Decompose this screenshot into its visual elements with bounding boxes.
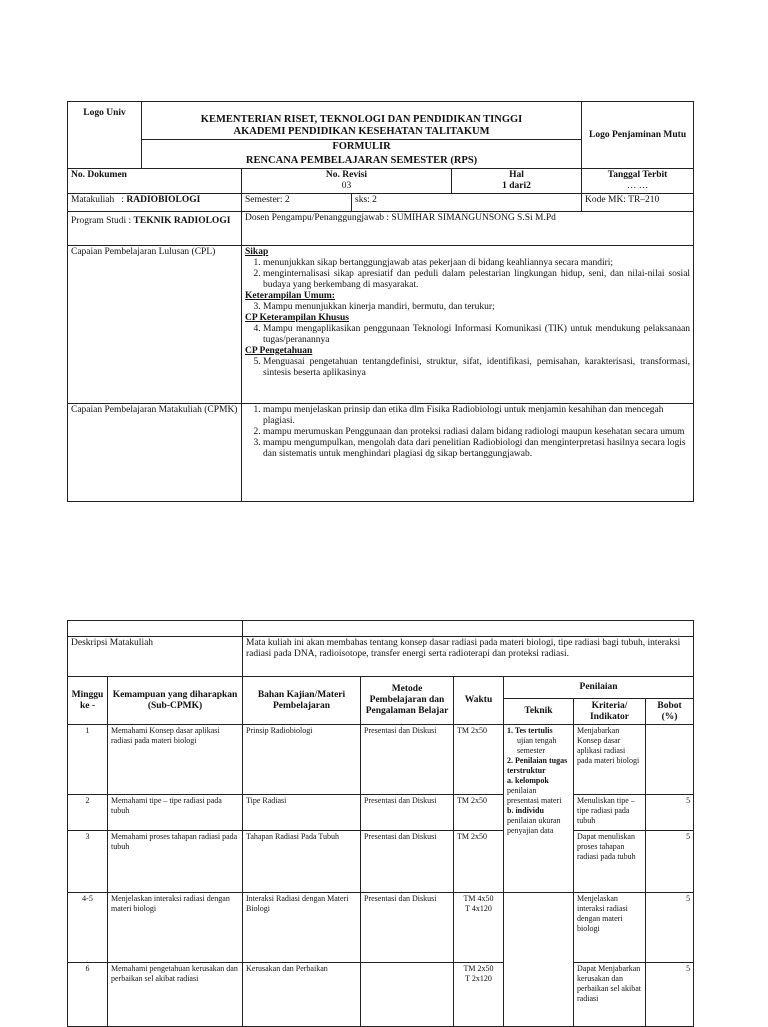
list-item: 1. menunjukkan sikap bertanggungjawab atas pekerjaan di bidang keahliannya secara mandiri; bbox=[263, 258, 690, 269]
header-waktu: Waktu bbox=[454, 677, 504, 725]
kriteria-cell: Menjabarkan Konsep dasar aplikasi radiasi pada materi biologi bbox=[574, 725, 646, 795]
list-item: 4. Mampu mengaplikasikan penggunaan Teknologi Informasi Komunikasi (TIK) untuk mendukung pelaksanaan tugas/peranannya bbox=[263, 324, 690, 346]
list-item: 3. mampu mengumpulkan, mengolah data dari penelitian Radiobiologi dan menginterpretasi hasilnya secara logis dan sistematis untuk menghindari plagiasi dg sikap bertanggungjawab. bbox=[263, 438, 690, 460]
prodi-value: TEKNIK RADIOLOGI bbox=[133, 216, 231, 226]
teknik-item-b-desc: penilaian ukuran penyajian data bbox=[507, 816, 561, 835]
prodi-cell bbox=[68, 212, 242, 246]
week-cell: 6 bbox=[68, 963, 108, 1027]
bobot-cell: 5 bbox=[646, 893, 694, 963]
rps-header-table bbox=[67, 101, 694, 502]
header-bobot: Bobot (%) bbox=[646, 699, 694, 725]
hal-cell bbox=[452, 169, 582, 194]
kemampuan-cell: Memahami Konsep dasar aplikasi radiasi pada materi biologi bbox=[108, 725, 243, 795]
deskripsi-value: Mata kuliah ini akan membahas tentang konsep dasar radiasi pada materi biologi, tipe radiasi bagi tubuh, interaksi radiasi pada DNA, radioisotope, transfer energi serta radioterapi dan proteksi radiasi. bbox=[243, 637, 694, 677]
cpl-content bbox=[242, 246, 694, 404]
kriteria-cell: Menjelaskan interaksi radiasi dengan materi biologi bbox=[574, 893, 646, 963]
teknik-item-2: Penilaian tugas terstruktur bbox=[507, 756, 568, 775]
prodi-label: Program Studi : bbox=[71, 216, 132, 226]
tanggal-cell bbox=[582, 169, 694, 194]
no-revisi-cell bbox=[242, 169, 452, 194]
logo-penjaminan-mutu: Logo Penjaminan Mutu bbox=[582, 102, 694, 169]
matakuliah-label: Matakuliah bbox=[71, 195, 115, 205]
pengetahuan-title: CP Pengetahuan bbox=[245, 346, 313, 356]
list-item: 2. menginternalisasi sikap apresiatif dan peduli dalam pelestarian lingkungan hidup, seni, dan nilai-nilai sosial budaya yang berkembang di masyarakat. bbox=[263, 269, 690, 291]
teknik-item-a-desc: penilaian presentasi materi bbox=[507, 786, 562, 805]
deskripsi-label: Deskripsi Matakuliah bbox=[68, 637, 243, 677]
bahan-cell: Kerusakan dan Perbaikan bbox=[243, 963, 361, 1027]
metode-cell bbox=[361, 963, 454, 1027]
kriteria-cell: Dapat Menjabarkan kerusakan dan perbaikan sel akibat radiasi bbox=[574, 963, 646, 1027]
kemampuan-cell: Menjelaskan interaksi radiasi dengan materi biologi bbox=[108, 893, 243, 963]
hal-value: 1 dari2 bbox=[502, 181, 531, 191]
rps-content-table bbox=[67, 620, 694, 1027]
waktu-cell: TM 4x50 T 4x120 bbox=[454, 893, 504, 963]
header-kriteria: Kriteria/ Indikator bbox=[574, 699, 646, 725]
bahan-cell: Interaksi Radiasi dengan Materi Biologi bbox=[243, 893, 361, 963]
cpl-label: Capaian Pembelajaran Lulusan (CPL) bbox=[68, 246, 242, 404]
metode-cell: Presentasi dan Diskusi bbox=[361, 893, 454, 963]
ministry-name: KEMENTERIAN RISET, TEKNOLOGI DAN PENDIDIKAN TINGGI bbox=[200, 114, 523, 125]
table-row bbox=[68, 831, 694, 893]
logo-univ: Logo Univ bbox=[68, 102, 142, 169]
header-penilaian: Penilaian bbox=[504, 677, 694, 699]
table-row bbox=[68, 725, 694, 795]
teknik-item-1-desc: ujian tengah semester bbox=[517, 736, 557, 755]
metode-cell: Presentasi dan Diskusi bbox=[361, 831, 454, 893]
bobot-cell: 5 bbox=[646, 831, 694, 893]
tanggal-value: … … bbox=[626, 181, 649, 191]
header-metode: Metode Pembelajaran dan Pengalaman Belajar bbox=[361, 677, 454, 725]
kriteria-cell: Menuliskan tipe – tipe radiasi pada tubuh bbox=[574, 795, 646, 831]
header-minggu: Minggu ke - bbox=[68, 677, 108, 725]
kode-mk-cell: Kode MK: TR–210 bbox=[582, 194, 694, 212]
week-cell: 4-5 bbox=[68, 893, 108, 963]
cpmk-list bbox=[245, 405, 690, 460]
matakuliah-cell bbox=[68, 194, 242, 212]
sikap-list bbox=[245, 258, 690, 291]
header-bahan: Bahan Kajian/Materi Pembelajaran bbox=[243, 677, 361, 725]
bahan-cell: Tipe Radiasi bbox=[243, 795, 361, 831]
tanggal-label: Tanggal Terbit bbox=[607, 170, 668, 180]
metode-cell: Presentasi dan Diskusi bbox=[361, 725, 454, 795]
list-item: 3. Mampu menunjukkan kinerja mandiri, bermutu, dan terukur; bbox=[263, 302, 690, 313]
pengetahuan-list bbox=[245, 357, 690, 379]
teknik-item-1: Tes tertulis bbox=[514, 726, 553, 735]
week-cell: 2 bbox=[68, 795, 108, 831]
bahan-cell: Tahapan Radiasi Pada Tubuh bbox=[243, 831, 361, 893]
matakuliah-value: RADIOBIOLOGI bbox=[126, 195, 201, 205]
header-kemampuan: Kemampuan yang diharapkan (Sub-CPMK) bbox=[108, 677, 243, 725]
hal-label: Hal bbox=[509, 170, 524, 180]
bahan-cell: Prinsip Radiobiologi bbox=[243, 725, 361, 795]
teknik-cell: 1. Tes tertulis ujian tengah semester 2. Penilaian tugas terstruktur a. kelompok penilaian presentasi materi b. individu penilaian ukuran penyajian data bbox=[504, 725, 574, 893]
table-row bbox=[68, 795, 694, 831]
table-row bbox=[68, 963, 694, 1027]
waktu-cell: TM 2x50 bbox=[454, 795, 504, 831]
list-item: 1. mampu menjelaskan prinsip dan etika dlm Fisika Radiobiologi untuk menjamin kesahihan dan mencegah plagiasi. bbox=[263, 405, 690, 427]
bobot-cell: 5 bbox=[646, 963, 694, 1027]
teknik-cell-empty bbox=[504, 893, 574, 1027]
no-revisi-value: 03 bbox=[341, 181, 352, 191]
waktu-cell: TM 2x50 bbox=[454, 831, 504, 893]
top-blank-left bbox=[68, 621, 243, 637]
waktu-cell: TM 2x50 T 2x120 bbox=[454, 963, 504, 1027]
matakuliah-sep: : bbox=[121, 195, 125, 205]
week-cell: 1 bbox=[68, 725, 108, 795]
keterampilan-khusus-title: CP Keterampilan Khusus bbox=[245, 313, 349, 323]
kemampuan-cell: Memahami pengetahuan kerusakan dan perbaikan sel akibat radiasi bbox=[108, 963, 243, 1027]
kemampuan-cell: Memahami tipe – tipe radiasi pada tubuh bbox=[108, 795, 243, 831]
header-teknik: Teknik bbox=[504, 699, 574, 725]
keterampilan-umum-title: Keterampilan Umum: bbox=[245, 291, 335, 301]
dosen-cell: Dosen Pengampu/Penanggungjawab : SUMIHAR SIMANGUNSONG S.Si M.Pd bbox=[242, 212, 694, 246]
sks-cell: sks: 2 bbox=[352, 194, 582, 212]
sikap-title: Sikap bbox=[245, 247, 269, 257]
metode-cell: Presentasi dan Diskusi bbox=[361, 795, 454, 831]
umum-list bbox=[245, 302, 690, 313]
semester-cell: Semester: 2 bbox=[242, 194, 352, 212]
kemampuan-cell: Memahami proses tahapan radiasi pada tubuh bbox=[108, 831, 243, 893]
kriteria-cell: Dapat menuliskan proses tahapan radiasi pada tubuh bbox=[574, 831, 646, 893]
bobot-cell bbox=[646, 725, 694, 795]
waktu-cell: TM 2x50 bbox=[454, 725, 504, 795]
institution-title bbox=[142, 102, 582, 140]
list-item: 5. Menguasai pengetahuan tentangdefinisi, struktur, sifat, identifikasi, pemisahan, karakterisasi, transformasi, sintesis beserta aplikasinya bbox=[263, 357, 690, 379]
week-cell: 3 bbox=[68, 831, 108, 893]
formulir-label: FORMULIR bbox=[142, 140, 582, 155]
bobot-cell: 5 bbox=[646, 795, 694, 831]
top-blank-right bbox=[243, 621, 694, 637]
no-dokumen-label: No. Dokumen bbox=[68, 169, 242, 194]
academy-name: AKADEMI PENDIDIKAN KESEHATAN TALITAKUM bbox=[233, 126, 490, 137]
cpmk-label: Capaian Pembelajaran Matakuliah (CPMK) bbox=[68, 404, 242, 502]
teknik-item-a: kelompok bbox=[515, 776, 549, 785]
list-item: 2. mampu merumuskan Penggunaan dan proteksi radiasi dalam bidang radiologi maupun kesehatan secara umum bbox=[263, 427, 690, 438]
table-row bbox=[68, 893, 694, 963]
rps-title: RENCANA PEMBELAJARAN SEMESTER (RPS) bbox=[142, 154, 582, 169]
cpmk-content bbox=[242, 404, 694, 502]
no-revisi-label: No. Revisi bbox=[325, 170, 368, 180]
khusus-list bbox=[245, 324, 690, 346]
teknik-item-b: individu bbox=[515, 806, 544, 815]
